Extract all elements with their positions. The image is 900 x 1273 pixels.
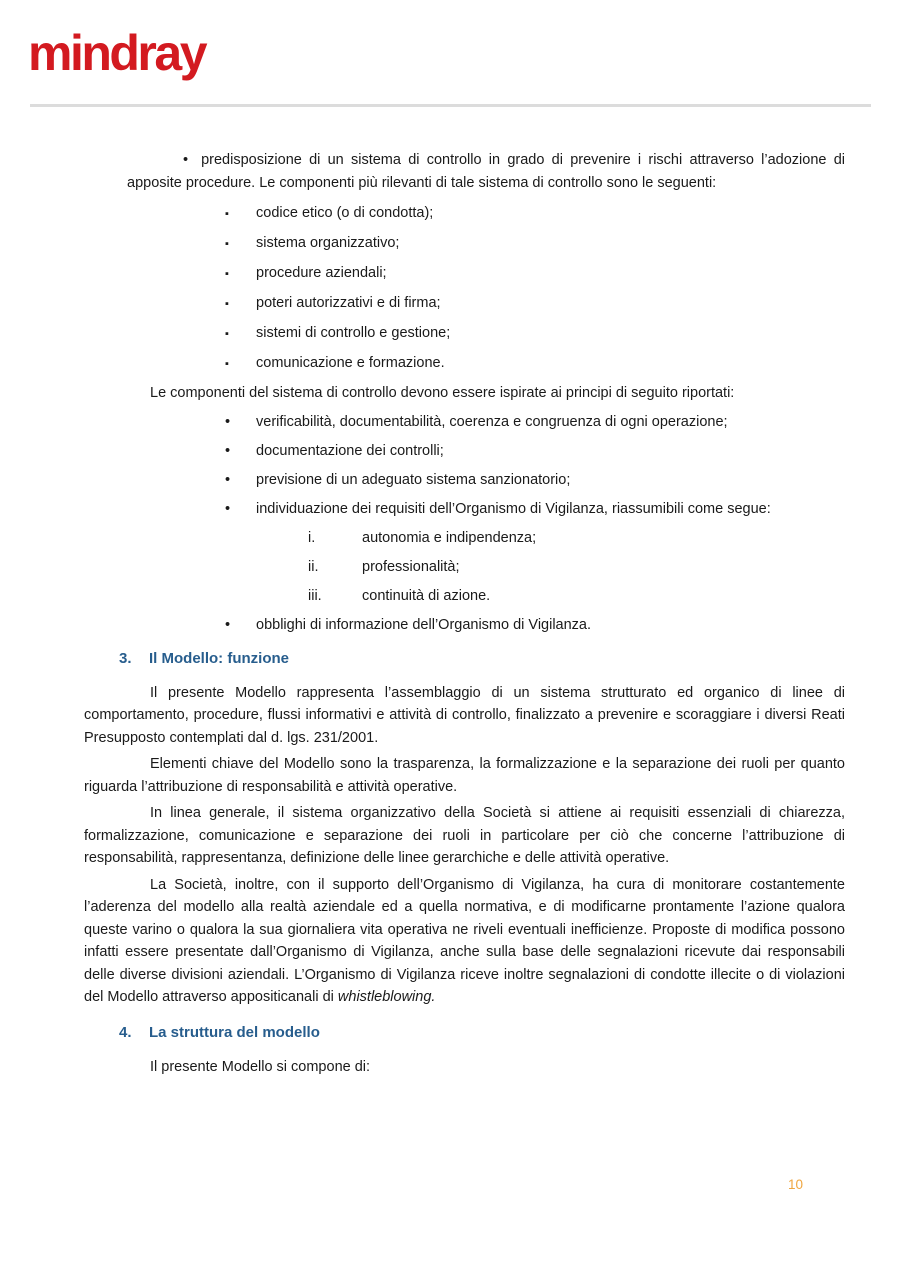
intro-bullet-text: predisposizione di un sistema di controllo in grado di prevenire i rischi attraverso l’adozione di apposite procedure. Le componenti più rilevanti di tale sistema di controllo sono le seguenti: (127, 152, 845, 191)
bullet-dot-icon: • (225, 472, 231, 488)
section-3-heading (119, 647, 845, 670)
list-item-text: sistema organizzativo; (256, 235, 400, 251)
list-item (225, 352, 845, 376)
bullet-square-icon: ▪ (225, 268, 229, 280)
section-title: La struttura del modello (149, 1023, 320, 1041)
whistleblowing-italic: whistleblowing. (337, 989, 436, 1005)
list-item-text: professionalità; (362, 559, 460, 575)
paragraph-text: La Società, inoltre, con il supporto dell’Organismo di Vigilanza, ha cura di monitorare costantemente l’aderenza del modello alla realtà aziendale ed a quella normativa, e di modificarne prontamente l’azione qualora queste varino o qualora la sua giornaliera vita operativa ne riveli eventuali inefficienze. Proposte di modifica possono infatti essere presentate dall’Organismo di Vigilanza, anche sulla base delle segnalazioni ricevute dai responsabili delle diverse divisioni aziendali. L’Organismo di Vigilanza riceve inoltre segnalazioni di condotte illecite o di violazioni del Modello attraverso appositicanali di (84, 876, 845, 1005)
bullet-dot-icon: • (225, 617, 231, 633)
section-3-paragraph-3: In linea generale, il sistema organizzativo della Società si attiene ai requisiti essenziali di chiarezza, formalizzazione, comunicazione e separazione dei ruoli in particolare per ciò che concerne l’attribuzione di responsabilità, rappresentanza, definizione delle linee gerarchiche e delle attività operative. (84, 805, 845, 866)
list-item (225, 232, 845, 256)
list-item (225, 322, 845, 346)
bullet-square-icon: ▪ (225, 328, 229, 340)
list-item-text: poteri autorizzativi e di firma; (256, 295, 441, 311)
list-item (308, 527, 845, 550)
section-4-heading (119, 1021, 845, 1044)
bullet-square-icon: ▪ (225, 298, 229, 310)
header-divider (30, 104, 871, 107)
list-item (225, 614, 845, 637)
list-item-text: sistemi di controllo e gestione; (256, 325, 451, 341)
bullet-dot-icon: • (183, 152, 189, 168)
list-item (225, 411, 845, 434)
list-item (225, 262, 845, 286)
odv-requirements-list (84, 527, 845, 608)
list-item-text: individuazione dei requisiti dell’Organismo di Vigilanza, riassumibili come segue: (256, 501, 771, 517)
list-item-text: codice etico (o di condotta); (256, 205, 434, 221)
list-item-text: procedure aziendali; (256, 265, 387, 281)
page-number: 10 (788, 1177, 804, 1192)
bullet-square-icon: ▪ (225, 208, 229, 220)
bullet-dot-icon: • (225, 443, 231, 459)
list-item-text: obblighi di informazione dell’Organismo di Vigilanza. (256, 617, 592, 633)
document-body (84, 149, 845, 1078)
section-3-paragraph-4 (84, 874, 845, 1009)
section-number: 4. (119, 1023, 132, 1041)
intro-bullet-paragraph (127, 149, 845, 194)
bullet-square-icon: ▪ (225, 358, 229, 370)
roman-numeral: ii. (308, 559, 319, 575)
principles-list (84, 411, 845, 521)
list-item (225, 440, 845, 463)
bullet-dot-icon: • (225, 501, 231, 517)
list-item-text: continuità di azione. (362, 588, 491, 604)
control-components-list (84, 202, 845, 376)
section-number: 3. (119, 649, 132, 667)
principles-last-item (84, 614, 845, 637)
list-item (308, 556, 845, 579)
list-item-text: autonomia e indipendenza; (362, 530, 537, 546)
principles-intro-paragraph: Le componenti del sistema di controllo devono essere ispirate ai principi di seguito riportati: (150, 385, 735, 401)
list-item (225, 469, 845, 492)
section-4-paragraph: Il presente Modello si compone di: (150, 1058, 371, 1075)
section-3-paragraph-1: Il presente Modello rappresenta l’assemblaggio di un sistema strutturato ed organico di linee di comportamento, procedure, flussi informativi e attività di controllo, finalizzato a prevenire e scoraggiare i diversi Reati Presupposto contemplati dal d. lgs. 231/2001. (84, 684, 845, 746)
list-item-text: comunicazione e formazione. (256, 355, 445, 371)
bullet-square-icon: ▪ (225, 238, 229, 250)
roman-numeral: iii. (308, 588, 322, 604)
list-item (225, 202, 845, 226)
list-item-text: verificabilità, documentabilità, coerenza e congruenza di ogni operazione; (256, 414, 728, 430)
list-item-text: documentazione dei controlli; (256, 443, 444, 459)
list-item (308, 585, 845, 608)
list-item (225, 292, 845, 316)
list-item-text: previsione di un adeguato sistema sanzionatorio; (256, 472, 571, 488)
section-3-paragraph-2: Elementi chiave del Modello sono la trasparenza, la formalizzazione e la separazione dei ruoli per quanto riguarda l’attribuzione di responsabilità e attività operative. (84, 756, 845, 795)
roman-numeral: i. (308, 530, 316, 546)
list-item (225, 498, 845, 521)
section-title: Il Modello: funzione (149, 649, 289, 667)
bullet-dot-icon: • (225, 414, 231, 430)
mindray-logo: mindray (28, 25, 206, 81)
